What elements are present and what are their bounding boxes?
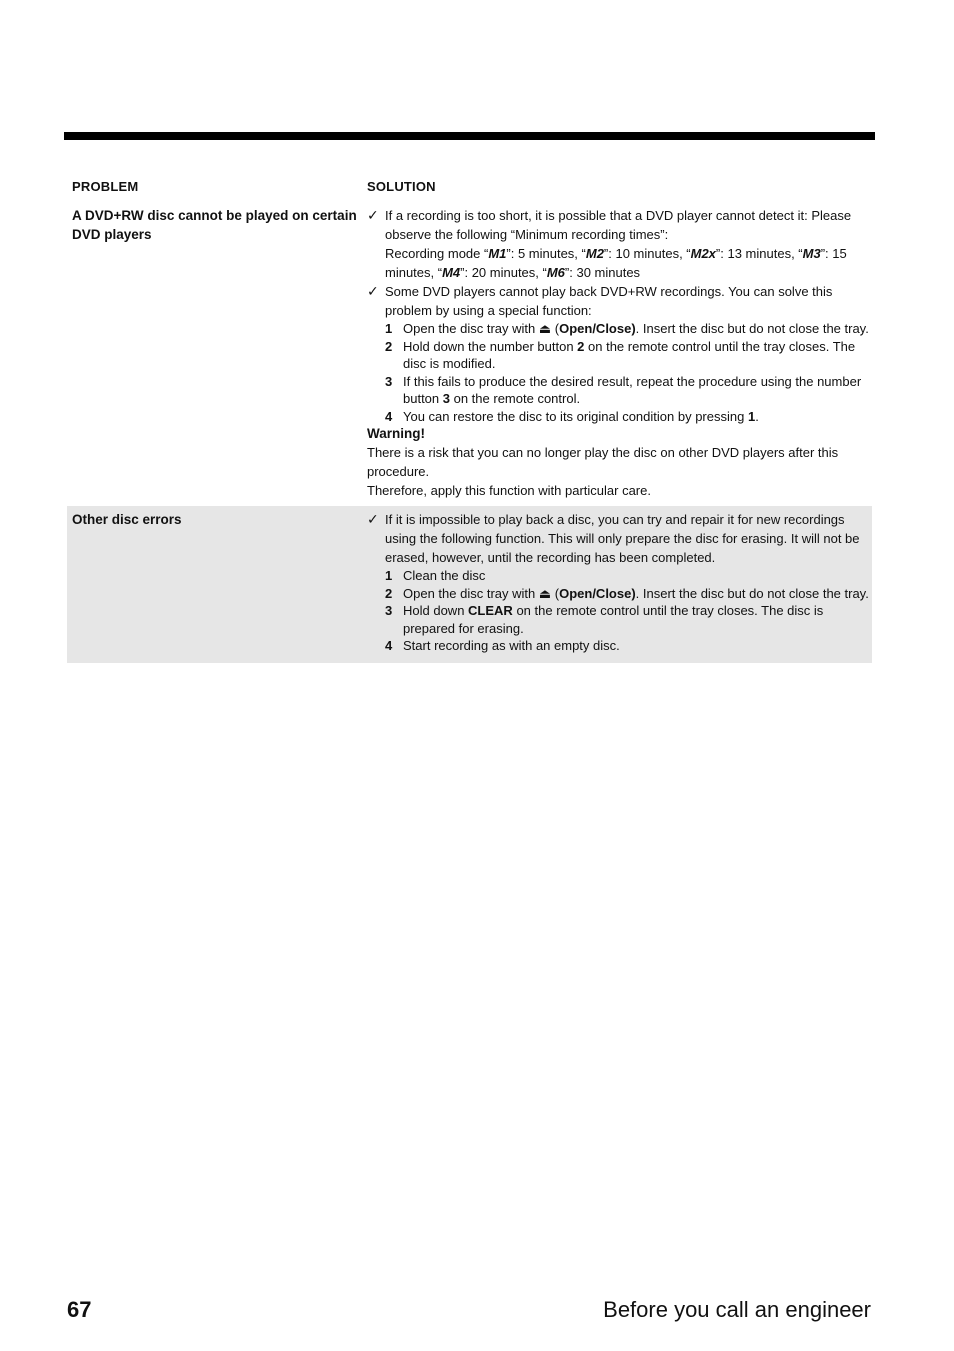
- warning-text: There is a risk that you can no longer play the disc on other DVD players after this procedure.: [367, 445, 839, 479]
- step-item: 1 Open the disc tray with ⏏ (Open/Close). Insert the disc but do not close the tray.: [385, 321, 869, 336]
- table-header: [67, 175, 872, 203]
- solution-header: SOLUTION: [367, 179, 436, 194]
- step-item: 3 Hold down CLEAR on the remote control until the tray closes. The disc is prepared for erasing.: [385, 603, 824, 636]
- step-item: 1 Clean the disc: [385, 568, 486, 583]
- checkmark-icon: ✓: [367, 207, 379, 223]
- table-row: [67, 506, 872, 663]
- problem-header: PROBLEM: [72, 179, 139, 194]
- step-item: 4 You can restore the disc to its original condition by pressing 1.: [385, 408, 759, 424]
- page-number: 67: [67, 1297, 92, 1322]
- problem-text: Other disc errors: [72, 512, 182, 527]
- step-item: 3 If this fails to produce the desired result, repeat the procedure using the number button 3 on the remote control.: [385, 373, 862, 406]
- checkmark-icon: ✓: [367, 283, 379, 299]
- troubleshooting-table: [67, 175, 872, 663]
- solution-cell: [367, 206, 872, 500]
- table-row: [67, 203, 872, 500]
- step-item: 2 Hold down the number button 2 on the remote control until the tray closes. The disc is modified.: [385, 338, 856, 371]
- checkmark-icon: ✓: [367, 511, 379, 527]
- list-item: ✓ If a recording is too short, it is possible that a DVD player cannot detect it: Please observe the following “Minimum recording times”: Recording mode “M1”: 5 minutes, “M2”: 10 minutes, “M2x”: 13 minutes, “M3”: 15 minutes, “M4”: 20 minutes, “M6”: 30 minutes: [367, 207, 852, 280]
- section-title: Before you call an engineer: [603, 1297, 871, 1322]
- eject-icon: ⏏: [538, 585, 552, 601]
- warning-text-2: Therefore, apply this function with particular care.: [367, 483, 651, 498]
- list-item: ✓ If it is impossible to play back a disc, you can try and repair it for new recordings using the following function. This will only prepare the disc for erasing. It will not be erased, however, until the recording has been completed.: [367, 511, 860, 565]
- list-item: ✓ Some DVD players cannot play back DVD+RW recordings. You can solve this problem by using a special function:: [367, 283, 833, 318]
- warning-title: Warning!: [367, 426, 425, 441]
- top-rule: [64, 132, 875, 140]
- problem-text: A DVD+RW disc cannot be played on certain DVD players: [72, 208, 357, 242]
- step-item: 2 Open the disc tray with ⏏ (Open/Close). Insert the disc but do not close the tray.: [385, 585, 869, 601]
- solution-cell: [367, 510, 872, 655]
- eject-icon: ⏏: [538, 321, 552, 336]
- step-item: 4 Start recording as with an empty disc.: [385, 638, 620, 653]
